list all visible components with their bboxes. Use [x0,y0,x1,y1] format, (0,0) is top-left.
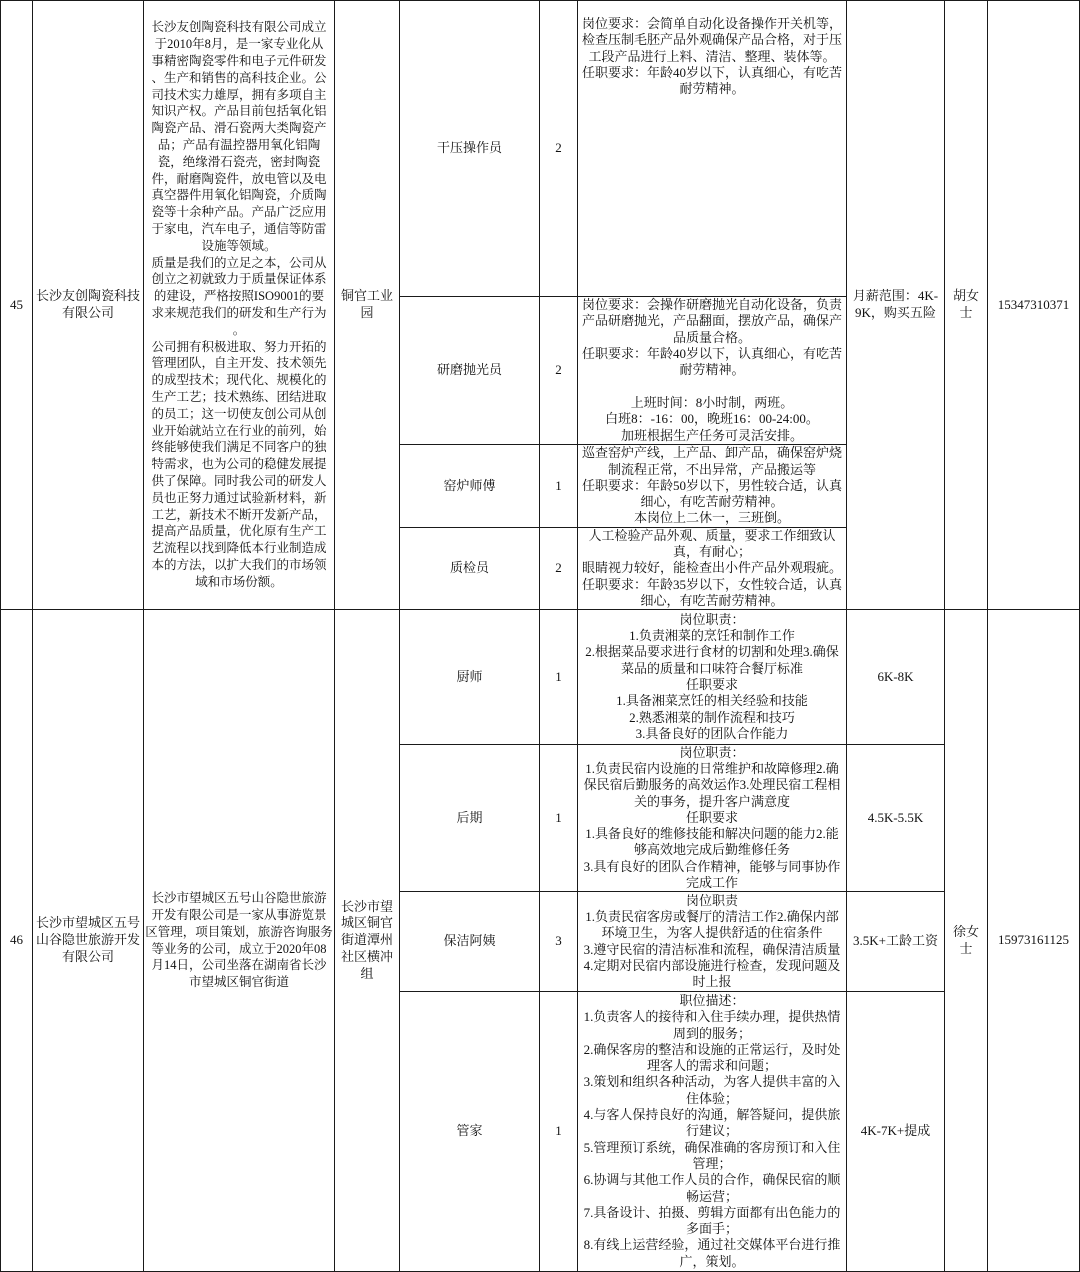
requirement-line: 1.负责民宿内设施的日常维护和故障修理2.确 [585,760,839,776]
requirements-cell [578,528,847,610]
company-description-line: 陶瓷产品、滑石瓷两大类陶瓷产 [151,121,327,136]
requirement-line: 检查压制毛胚产品外观确保产品合格，对于压 [581,32,842,48]
requirement-line: 环境卫生，为客人提供舒适的住宿条件 [601,925,823,941]
company-name-cell [33,0,144,610]
company-description-line: 于家电，汽车电子，通信等防雷 [151,222,327,237]
requirement-line: 1.负责民宿客房或餐厅的清洁工作2.确保内部 [585,908,839,924]
contact-person-line: 士 [959,305,973,320]
company-description-line: 员也正努力通过试验新材料，新 [151,490,327,505]
requirement-line: 1.具备湘菜烹饪的相关经验和技能 [616,693,808,709]
requirement-line: 1.负责湘菜的烹饪和制作工作 [629,628,795,644]
work-location-line: 长沙市望 [340,898,393,914]
company-description-line: 创立之初就致力于质量保证体系 [151,272,327,287]
requirement-line: 完成工作 [685,875,738,891]
headcount-cell [540,892,578,992]
salary-cell [847,992,945,1272]
work-location-line: 铜官工业 [340,288,393,304]
company-description-line: 知识产权。产品目前包括氧化铝 [151,104,327,119]
requirement-line: 细心，有吃苦耐劳精神。 [640,494,784,510]
requirement-line: 3.具备良好的团队合作能力 [635,725,789,741]
position-title-cell [400,610,540,745]
company-description-line: 长沙友创陶瓷科技有限公司成立 [151,20,327,35]
work-schedule-line: 加班根据生产任务可灵活安排。 [620,427,803,443]
work-location-line: 组 [360,965,374,981]
requirement-line: 3.具有良好的团队合作精神，能够与同事协作 [583,858,841,874]
position-title: 研磨抛光员 [436,362,502,378]
contact-person-line: 士 [959,940,973,956]
position-title: 干压操作员 [436,140,502,156]
requirement-line: 岗位要求：会操作研磨抛光自动化设备，负责 [581,297,842,313]
requirement-line: 2.根据菜品要求进行食材的切割和处理3.确保 [585,644,839,660]
requirement-line: 细心，有吃苦耐劳精神。 [640,592,784,608]
headcount-cell [540,297,578,445]
work-location-line: 街道潭州 [340,932,393,948]
work-location-cell [335,610,400,1272]
requirement-line: 够高效地完成后勤维修任务 [633,842,790,858]
company-name-line: 长沙友创陶瓷科技 [35,288,140,304]
requirement-line: 岗位职责 [685,892,738,908]
position-title-cell [400,445,540,528]
headcount-cell [540,528,578,610]
headcount-cell [540,992,578,1272]
company-name-line: 有限公司 [61,305,114,320]
position-title: 后期 [456,809,483,825]
company-description-line: 瓷，绝缘滑石瓷壳，密封陶瓷 [157,154,321,169]
company-description-line: 司技术实力雄厚，拥有多项自主 [151,87,327,102]
requirement-line: 任职要求：年龄35岁以下，女性较合适，认真 [581,576,842,592]
requirements-cell [578,892,847,992]
position-title-cell [400,297,540,445]
requirement-line: 行建议； [685,1123,738,1139]
requirements-cell [578,610,847,745]
contact-person-cell [945,610,988,1272]
company-description-line: 质量是我们的立足之本，公司从 [151,255,327,270]
work-location-line: 社区横冲 [340,948,393,964]
requirement-line: 岗位要求：会简单自动化设备操作开关机等， [581,16,842,31]
requirement-line: 工段产品进行上料、清洁、整理、装体等。 [588,48,836,64]
requirement-line: 品质量合格。 [672,329,751,345]
position-title: 质检员 [449,560,489,576]
work-location-cell [335,0,400,610]
salary-cell [847,892,945,992]
headcount: 1 [555,668,562,684]
requirement-line: 1.具备良好的维修技能和解决问题的能力2.能 [585,826,839,842]
position-title: 厨师 [456,668,483,684]
company-description-line: 艺流程以找到降低本行业制造成 [151,541,327,556]
phone-cell [988,610,1080,1272]
requirement-line: 任职要求 [685,677,738,692]
requirement-line: 岗位职责： [679,611,745,627]
company-description-line: 业开始就站立在行业的前列，始 [151,423,327,438]
company-name-line: 长沙市望城区五号 [35,915,140,931]
headcount-cell [540,610,578,745]
salary: 4.5K-5.5K [867,809,924,825]
company-description-line: 的建设，严格按照ISO9001的要 [153,289,325,304]
salary-cell [847,0,945,610]
requirement-line: 1.负责客人的接待和入住手续办理，提供热情 [583,1009,841,1025]
listing-number: 45 [10,296,23,312]
requirement-line: 任职要求：年龄40岁以下，认真细心，有吃苦 [581,64,842,80]
company-description-line: 供了保障。同时我公司的研发人 [151,473,327,488]
company-description-line: 月14日，公司坐落在湖南省长沙 [151,958,327,973]
contact-person-cell [945,0,988,610]
requirement-line: 广，策划。 [679,1253,745,1269]
company-description-line: 开发有限公司是一家从事游览景 [151,907,327,922]
phone-number: 15973161125 [997,932,1070,948]
headcount-cell [540,445,578,528]
work-schedule-block [605,395,819,444]
requirement-line: 巡查窑炉产线，上产品、卸产品，确保窑炉烧 [581,445,842,461]
salary-line: 月薪范围：4K- [852,288,939,304]
position-title-cell [400,745,540,892]
company-name-cell [33,610,144,1272]
company-description-cell [144,0,335,610]
requirements-cell [578,745,847,892]
requirement-line: 8.有线上运营经验，通过社交媒体平台进行推 [583,1237,841,1253]
requirement-line: 4.与客人保持良好的沟通，解答疑问，提供旅 [583,1107,841,1123]
requirement-line: 管理； [692,1155,732,1171]
listing-number: 46 [10,932,23,948]
company-description-line: 长沙市望城区五号山谷隐世旅游 [151,891,327,906]
company-description-line: 特需求，也为公司的稳健发展提 [151,457,327,472]
requirement-line: 产品研磨抛光，产品翻面，摆放产品，确保产 [581,313,842,329]
work-location-line: 园 [360,305,374,320]
requirement-line: 3.遵守民宿的清洁标准和流程，确保清洁质量 [583,941,841,957]
contact-person-line: 胡女 [952,288,979,304]
company-description-line: 管理团队，自主开发、技术领先 [151,356,327,371]
company-description-cell [144,610,335,1272]
company-description-line: 区管理，项目策划，旅游咨询服务 [145,924,333,939]
company-description-line: 提高产品质量，优化原有生产工 [151,524,327,539]
requirement-line: 2.确保客房的整洁和设施的正常运行，及时处 [583,1041,841,1057]
position-title-cell [400,528,540,610]
company-description-line: 生产工艺；技术熟练、团结进取 [151,389,327,404]
company-description-line: 、生产和销售的高科技企业。公 [151,70,327,85]
headcount-cell [540,0,578,297]
company-description-line: 等业务的公司，成立于2020年08 [151,941,327,956]
company-description-line: 的员工；这一切使友创公司从创 [151,406,327,421]
company-description-line: 本的方法，以扩大我们的市场领 [151,557,327,572]
company-description-line: 瓷等十余种产品。产品广泛应用 [151,205,327,220]
salary-cell [847,610,945,745]
requirement-line: 菜品的质量和口味符合餐厅标准 [620,660,803,676]
position-title: 窑炉师傅 [443,477,496,493]
requirement-line: 畅运营； [685,1188,738,1204]
company-description-line: 事精密陶瓷零件和电子元件研发 [151,54,327,69]
requirement-line: 眼睛视力较好，能检查出小件产品外观瑕疵。 [581,560,842,576]
requirement-line: 真，有耐心； [672,544,751,560]
salary: 4K-7K+提成 [860,1123,931,1139]
requirement-line: 本岗位上二休一，三班倒。 [633,510,790,526]
requirements-cell [578,445,847,528]
headcount-cell [540,745,578,892]
requirement-line: 理客人的需求和问题； [646,1058,777,1074]
requirement-line: 4.定期对民宿内部设施进行检查，发现问题及 [583,957,841,973]
company-description-line: 品；产品有温控器用氧化铝陶 [157,138,321,153]
requirements-block [582,297,842,378]
requirement-line: 住体验； [685,1090,738,1106]
phone-cell [988,0,1080,610]
work-location-line: 城区铜官 [340,915,393,931]
position-title: 管家 [456,1123,483,1139]
company-description-line: 的成型技术；现代化、规模化的 [151,373,327,388]
company-name-line: 山谷隐世旅游开发 [35,932,140,948]
requirements-cell [578,0,847,297]
position-title-cell [400,992,540,1272]
company-description-line: 。 [232,322,246,337]
requirement-line: 人工检验产品外观、质量，要求工作细致认 [588,527,836,543]
requirement-line: 周到的服务； [672,1025,751,1041]
company-description-line: 工艺，新技术不断开发新产品， [151,507,327,522]
headcount: 2 [555,560,562,576]
company-description-line: 于2010年8月，是一家专业化从 [154,37,324,52]
salary-cell [847,745,945,892]
position-title-cell [400,892,540,992]
work-schedule-line: 上班时间：8小时制，两班。 [630,394,794,410]
phone-number: 15347310371 [997,296,1070,312]
requirements-cell [578,297,847,445]
headcount: 3 [555,933,562,949]
headcount: 1 [555,477,562,493]
requirement-line: 耐劳精神。 [679,81,745,97]
requirement-line: 任职要求：年龄50岁以下，男性较合适，认真 [581,477,842,493]
requirement-line: 耐劳精神。 [679,362,745,378]
contact-person-line: 徐女 [952,923,979,939]
company-description-line: 终能够使我们满足不同客户的独 [151,440,327,455]
requirement-line: 职位描述： [679,992,745,1008]
company-description-line: 设施等领域。 [201,238,277,253]
company-description-line: 域和市场份额。 [195,574,283,589]
position-title: 保洁阿姨 [443,933,496,949]
work-schedule-line: 白班8：-16：00，晚班16：00-24:00。 [605,411,819,427]
requirement-line: 5.管理预订系统，确保准确的客房预订和入住 [583,1139,841,1155]
requirement-line: 制流程正常，不出异常，产品搬运等 [607,461,816,477]
company-description-line: 市望城区铜官街道 [188,975,289,990]
company-description-line: 真空器件用氧化铝陶瓷，介质陶 [151,188,327,203]
requirement-line: 岗位职责： [679,744,745,760]
listing-number-cell [0,0,33,610]
company-description-line: 求来规范我们的研发和生产行为 [151,306,327,320]
requirement-line: 6.协调与其他工作人员的合作，确保民宿的顺 [583,1172,841,1188]
requirement-line: 任职要求：年龄40岁以下，认真细心，有吃苦 [581,346,842,362]
headcount: 2 [555,362,562,378]
headcount: 1 [555,1123,562,1139]
requirement-line: 2.熟悉湘菜的制作流程和技巧 [629,709,795,725]
salary: 6K-8K [877,668,914,684]
headcount: 2 [555,140,562,156]
requirements-cell [578,992,847,1272]
salary-line: 9K，购买五险 [855,305,936,320]
company-name-line: 有限公司 [61,948,114,964]
headcount: 1 [555,809,562,825]
salary: 3.5K+工龄工资 [853,933,938,949]
company-description-line: 件，耐磨陶瓷件，放电管以及电 [151,171,327,186]
listing-number-cell [0,610,33,1272]
position-title-cell [400,0,540,297]
requirement-line: 3.策划和组织各种活动，为客人提供丰富的入 [583,1074,841,1090]
requirement-line: 7.具备设计、拍摄、剪辑方面都有出色能力的 [583,1204,841,1220]
requirement-line: 任职要求 [685,809,738,825]
requirement-line: 关的事务，提升客户满意度 [633,793,790,809]
requirement-line: 保民宿后勤服务的高效运作3.处理民宿工程相 [583,777,841,793]
requirement-line: 时上报 [692,974,732,990]
requirement-line: 多面手； [685,1221,738,1237]
company-description-line: 公司拥有积极进取、努力开拓的 [151,339,327,354]
